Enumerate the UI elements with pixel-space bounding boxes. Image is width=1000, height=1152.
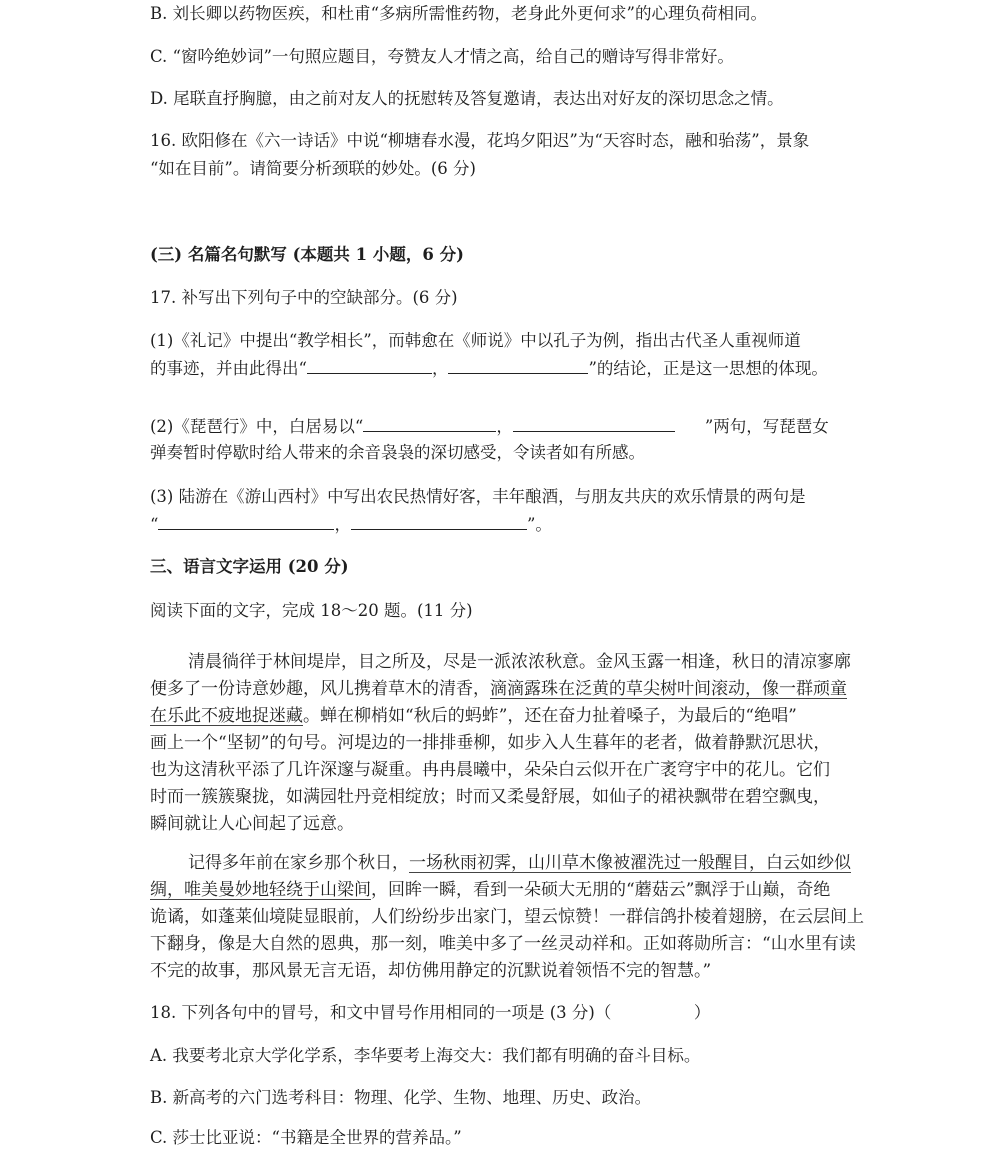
- section-heading-mingpian: (三) 名篇名句默写 (本题共 1 小题，6 分): [150, 245, 464, 264]
- q17-item2-pre: (2)《琵琶行》中，白居易以“: [150, 417, 364, 436]
- passage-p1-line4: 画上一个“坚韧”的句号。河堤边的一排排垂柳，如步入人生暮年的老者，做着静默沉思状，: [150, 733, 831, 753]
- passage-p2-line4: 下翻身，像是大自然的恩典，那一刻，唯美中多了一丝灵动祥和。正如蒋勋所言：“山水里有读: [150, 934, 856, 954]
- passage-p1-line3: [150, 705, 797, 727]
- q17-item2-line2: 弹奏暂时停歇时给人带来的余音袅袅的深切感受，令读者如有所感。: [150, 443, 645, 462]
- q17-item1-line2: [150, 357, 828, 380]
- answer-blank-1b[interactable]: [448, 357, 588, 374]
- passage-p2-line1-a: 记得多年前在家乡那个秋日，: [188, 853, 409, 873]
- reading-instruction: 阅读下面的文字，完成 18～20 题。(11 分): [150, 601, 473, 620]
- q18-option-b: B. 新高考的六门选考科目：物理、化学、生物、地理、历史、政治。: [150, 1088, 652, 1107]
- passage-p1-line3-b: 。蝉在柳梢如“秋后的蚂蚱”，还在奋力扯着嗓子，为最后的“绝唱”: [303, 706, 797, 726]
- q18-option-a: A. 我要考北京大学化学系，李华要考上海交大：我们都有明确的奋斗目标。: [150, 1046, 701, 1065]
- q15-option-d: D. 尾联直抒胸臆，由之前对友人的抚慰转及答复邀请，表达出对好友的深切思念之情。: [150, 89, 784, 108]
- answer-blank-1a[interactable]: [307, 357, 432, 374]
- answer-blank-3b[interactable]: [351, 513, 527, 530]
- passage-p1-line6: 时而一簇簇聚拢，如满园牡丹竞相绽放；时而又柔曼舒展，如仙子的裙袂飘带在碧空飘曳，: [150, 787, 830, 807]
- q15-option-c: C. “窗吟绝妙词”一句照应题目，夸赞友人才情之高，给自己的赠诗写得非常好。: [150, 47, 734, 66]
- underlined-sentence-2b: 绸，唯美曼妙地轻绕于山梁间: [150, 880, 371, 900]
- passage-p1-line2-a: 便多了一份诗意妙趣，风儿携着草木的清香，: [150, 679, 490, 699]
- underlined-sentence-1b: 在乐此不疲地捉迷藏: [150, 706, 303, 726]
- q17-item2-mid: ，: [496, 417, 513, 436]
- q15-option-b: B. 刘长卿以药物医疾，和杜甫“多病所需惟药物，老身此外更何求”的心理负荷相同。: [150, 4, 767, 23]
- q17-item2-post: ”两句，写琵琶女: [704, 417, 829, 436]
- q17-item3-line1: (3) 陆游在《游山西村》中写出农民热情好客，丰年酿酒，与朋友共庆的欢乐情景的两句是: [150, 487, 806, 506]
- q17-item1-pre: 的事迹，并由此得出“: [150, 359, 307, 378]
- passage-p1-line1: 清晨徜徉于林间堤岸，目之所及，尽是一派浓浓秋意。金风玉露一相逢，秋日的清凉寥廓: [188, 652, 851, 672]
- q17-item1-line1: (1)《礼记》中提出“教学相长”，而韩愈在《师说》中以孔子为例，指出古代圣人重视师道: [150, 331, 801, 350]
- passage-p2-line3: 诡谲，如蓬莱仙境陡显眼前，人们纷纷步出家门，望云惊赞！一群信鸽扑棱着翅膀，在云层间上: [150, 907, 864, 927]
- part3-heading: 三、语言文字运用 (20 分): [150, 557, 349, 576]
- passage-p2-line2: [150, 879, 830, 901]
- q16-text-line1: 16. 欧阳修在《六一诗话》中说“柳塘春水漫，花坞夕阳迟”为“天容时态，融和骀荡”，景象: [150, 131, 810, 150]
- passage-p2-line5: 不完的故事，那风景无言无语，却仿佛用静定的沉默说着领悟不完的智慧。”: [150, 961, 712, 981]
- q18-stem: 18. 下列各句中的冒号，和文中冒号作用相同的一项是 (3 分)（ ）: [150, 1003, 711, 1022]
- underlined-sentence-1a: 滴滴露珠在泛黄的草尖树叶间滚动，像一群顽童: [490, 679, 847, 699]
- passage-p2-line1: [188, 852, 851, 874]
- passage-p1-line2: [150, 678, 847, 700]
- answer-blank-3a[interactable]: [158, 513, 334, 530]
- q17-item3-pre: “: [150, 515, 159, 534]
- q18-option-c: C. 莎士比亚说：“书籍是全世界的营养品。”: [150, 1128, 462, 1147]
- q17-item3-mid: ，: [334, 515, 351, 534]
- q17-item3-line2: [150, 513, 552, 536]
- q16-text-line2: “如在目前”。请简要分析颈联的妙处。(6 分): [150, 159, 476, 178]
- q17-item3-post: ”。: [526, 515, 552, 534]
- passage-p2-line2-b: ，回眸一瞬，看到一朵硕大无朋的“蘑菇云”飘浮于山巅，奇绝: [371, 880, 831, 900]
- passage-p1-line5: 也为这清秋平添了几许深邃与凝重。冉冉晨曦中，朵朵白云似开在广袤穹宇中的花儿。它们: [150, 760, 830, 780]
- answer-blank-2b[interactable]: [513, 415, 675, 432]
- q17-item1-post: ”的结论，正是这一思想的体现。: [588, 359, 828, 378]
- q17-stem: 17. 补写出下列句子中的空缺部分。(6 分): [150, 288, 458, 307]
- answer-blank-2a[interactable]: [363, 415, 496, 432]
- underlined-sentence-2a: 一场秋雨初霁，山川草木像被濯洗过一般醒目，白云如纱似: [409, 853, 851, 873]
- q17-item2-line1: [150, 415, 829, 438]
- passage-p1-line7: 瞬间就让人心间起了远意。: [150, 814, 354, 834]
- q17-item1-mid: ，: [431, 359, 449, 378]
